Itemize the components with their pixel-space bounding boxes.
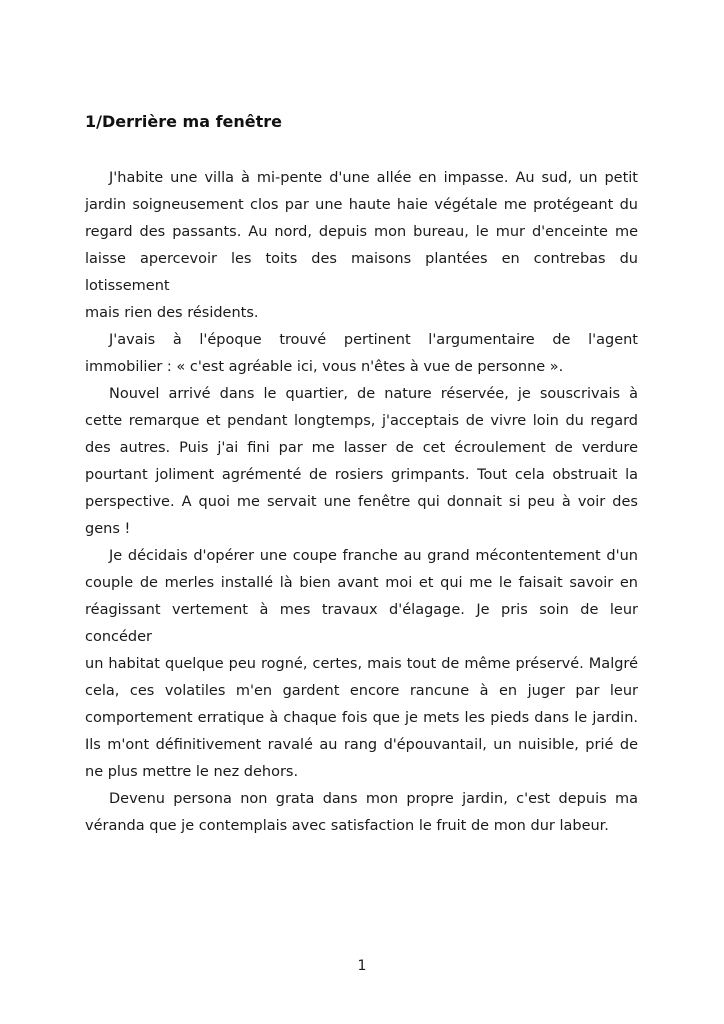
text-line: couple de merles installé là bien avant moi et qui me le faisait savoir en	[85, 575, 638, 591]
text-line: immobilier : « c'est agréable ici, vous n'êtes à vue de personne ».	[85, 359, 564, 375]
paragraph	[85, 381, 638, 543]
text-line: Nouvel arrivé dans le quartier, de nature réservée, je souscrivais à	[109, 386, 638, 402]
paragraph	[85, 543, 638, 786]
text-line: Devenu persona non grata dans mon propre jardin, c'est depuis ma	[109, 791, 638, 807]
text-line: J'habite une villa à mi-pente d'une allée en impasse. Au sud, un petit	[109, 170, 638, 186]
body-text	[85, 165, 638, 840]
text-line: comportement erratique à chaque fois que je mets les pieds dans le jardin.	[85, 710, 638, 726]
text-line: véranda que je contemplais avec satisfaction le fruit de mon dur labeur.	[85, 818, 609, 834]
text-line: un habitat quelque peu rogné, certes, mais tout de même préservé. Malgré	[85, 656, 638, 672]
paragraph	[85, 327, 638, 381]
text-line: cette remarque et pendant longtemps, j'acceptais de vivre loin du regard	[85, 413, 638, 429]
page-content	[85, 108, 638, 840]
text-line: Je décidais d'opérer une coupe franche au grand mécontentement d'un	[109, 548, 638, 564]
text-line: pourtant joliment agrémenté de rosiers grimpants. Tout cela obstruait la	[85, 467, 638, 483]
text-line: jardin soigneusement clos par une haute haie végétale me protégeant du	[85, 197, 638, 213]
text-line: réagissant vertement à mes travaux d'élagage. Je pris soin de leur concéder	[85, 602, 638, 645]
paragraph	[85, 165, 638, 327]
text-line: regard des passants. Au nord, depuis mon bureau, le mur d'enceinte me	[85, 224, 638, 240]
paragraph	[85, 786, 638, 840]
text-line: J'avais à l'époque trouvé pertinent l'argumentaire de l'agent	[109, 332, 638, 348]
page-number: 1	[357, 958, 367, 974]
text-line: mais rien des résidents.	[85, 305, 259, 321]
text-line: perspective. A quoi me servait une fenêtre qui donnait si peu à voir des	[85, 494, 638, 510]
text-line: laisse apercevoir les toits des maisons plantées en contrebas du lotissement	[85, 251, 638, 294]
text-line: Ils m'ont définitivement ravalé au rang d'épouvantail, un nuisible, prié de	[85, 737, 638, 753]
text-line: des autres. Puis j'ai fini par me lasser de cet écroulement de verdure	[85, 440, 638, 456]
text-line: ne plus mettre le nez dehors.	[85, 764, 299, 780]
text-line: gens !	[85, 521, 131, 537]
text-line: cela, ces volatiles m'en gardent encore rancune à en juger par leur	[85, 683, 638, 699]
page-title: 1/Derrière ma fenêtre	[85, 112, 283, 131]
